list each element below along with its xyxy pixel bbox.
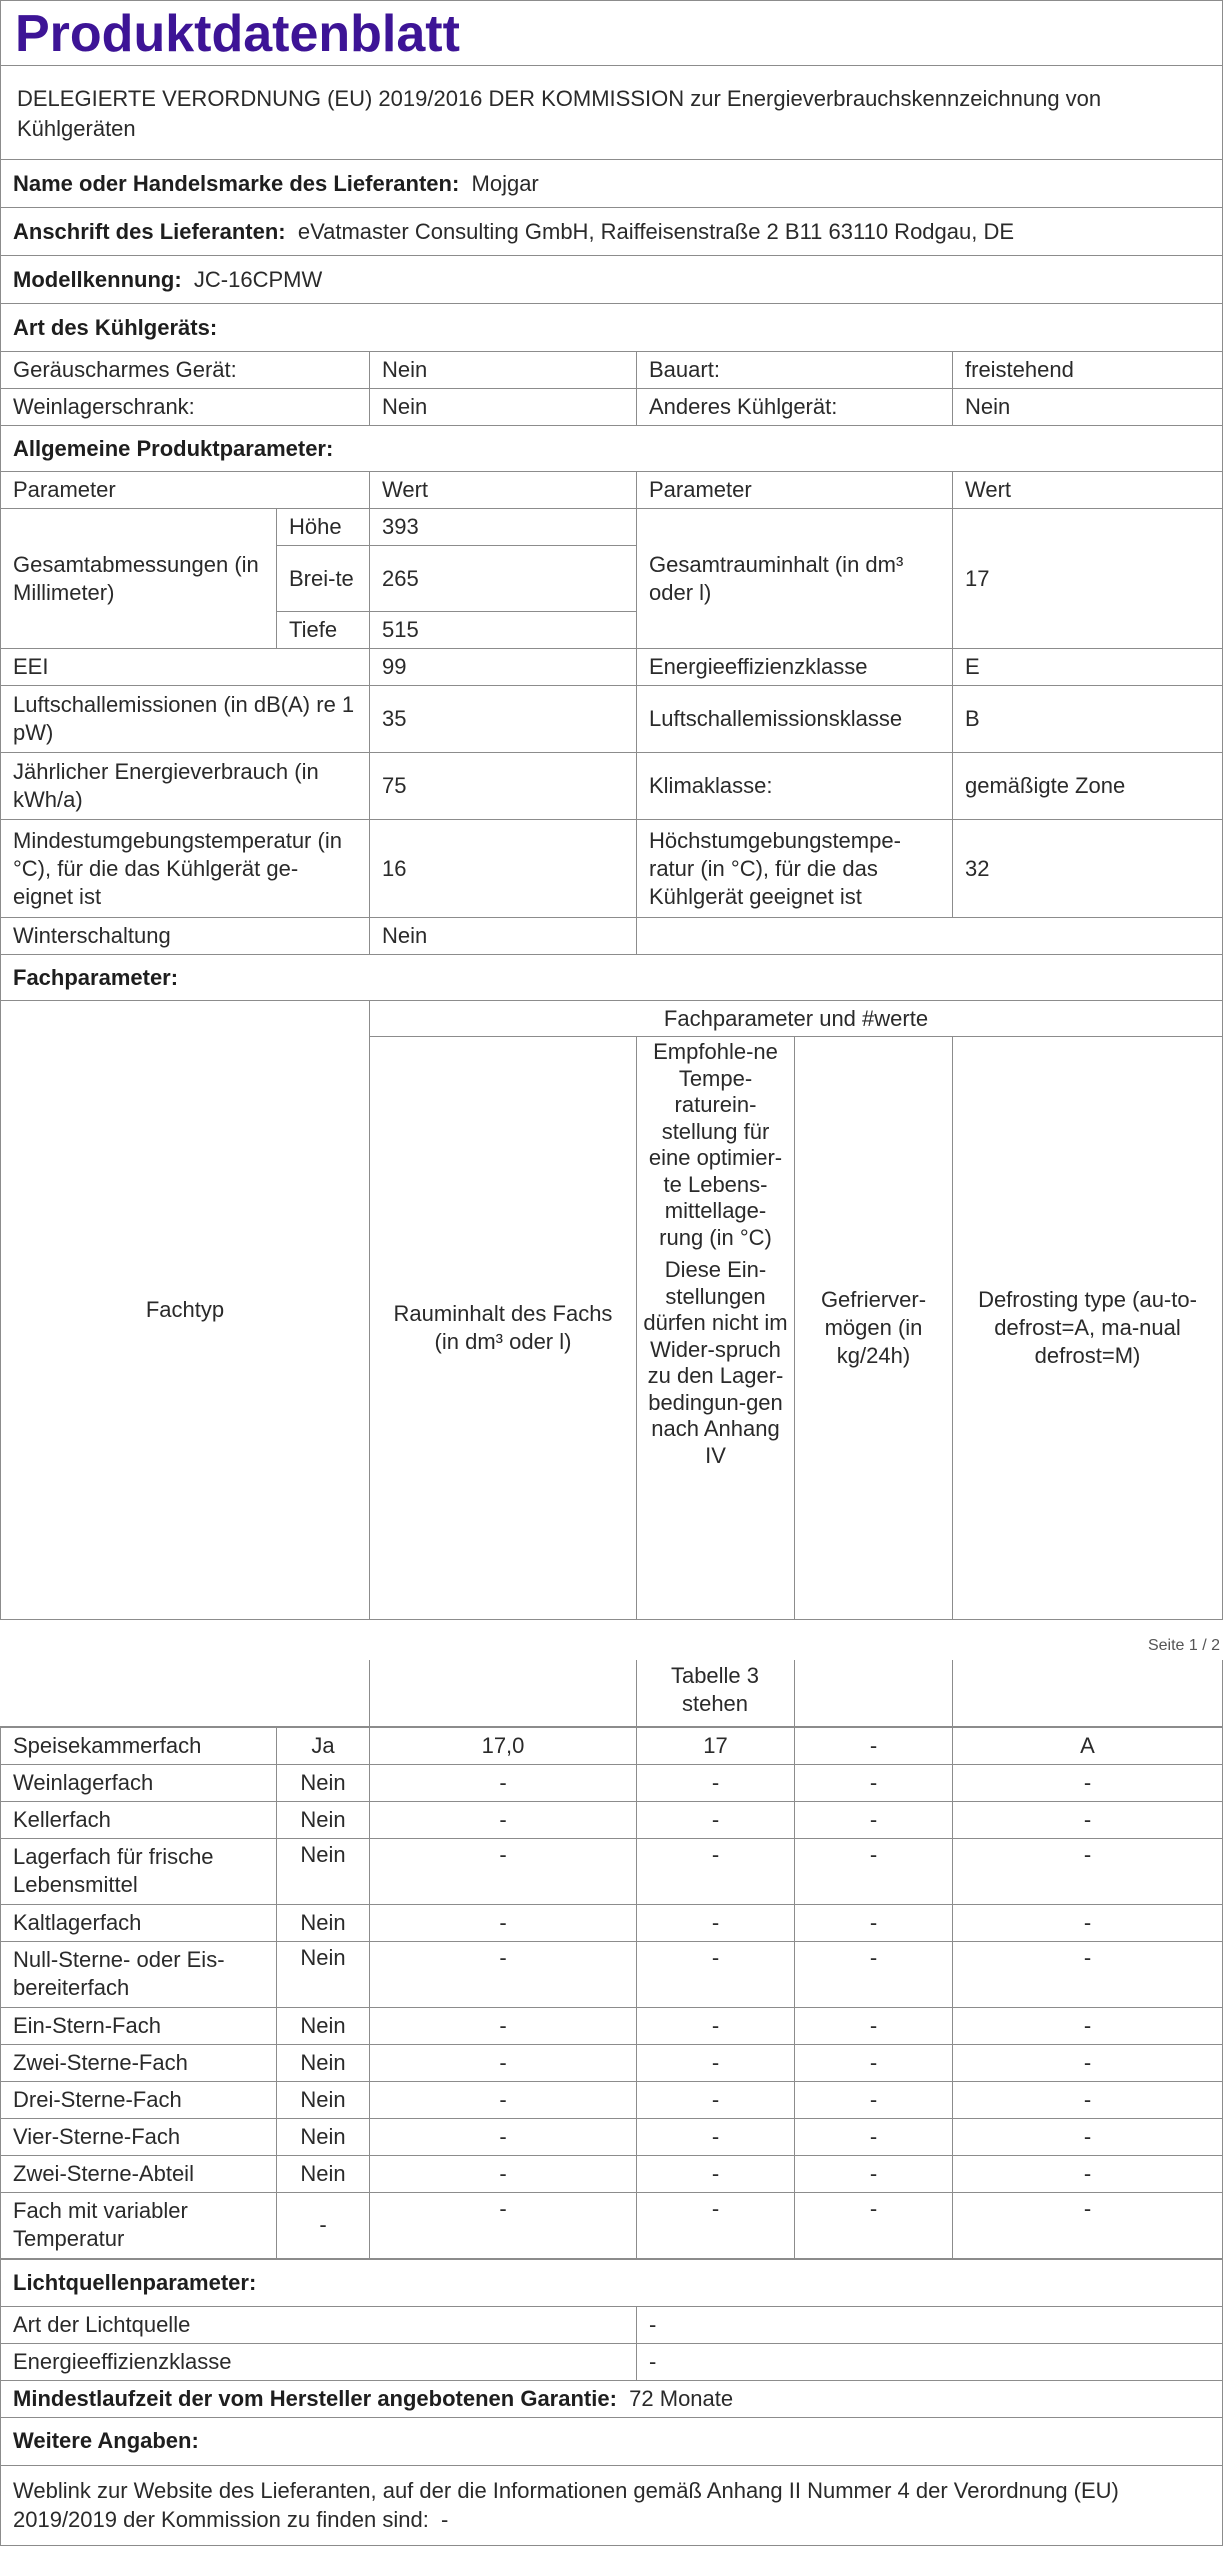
compartment-temp: -	[637, 1764, 795, 1801]
compartment-freeze: -	[795, 1801, 953, 1838]
compartment-name: Drei-Sterne-Fach	[1, 2081, 277, 2118]
supplier-address-row	[1, 208, 1223, 256]
climate-class-value: gemäßigte Zone	[953, 753, 1223, 820]
compartment-row	[1, 2007, 1223, 2044]
compartment-type-header: Fachtyp	[1, 1001, 370, 1620]
compartment-defrost: -	[953, 2118, 1223, 2155]
freeze-capacity-header: Gefrierver-mögen (in kg/24h)	[795, 1037, 953, 1620]
product-sheet-table-bottom	[0, 1660, 1223, 1727]
compartment-defrost: -	[953, 1801, 1223, 1838]
max-temp-value: 32	[953, 820, 1223, 918]
compartment-defrost: -	[953, 1904, 1223, 1941]
compartment-freeze: -	[795, 2155, 953, 2192]
compartment-name: Zwei-Sterne-Abteil	[1, 2155, 277, 2192]
page-2	[0, 1660, 1224, 2560]
compartment-row	[1, 2192, 1223, 2258]
min-temp-value: 16	[370, 820, 637, 918]
compartment-freeze: -	[795, 1838, 953, 1904]
continued-freeze-cell	[794, 1660, 952, 1726]
compartment-volume: -	[370, 2118, 637, 2155]
weblink-row	[1, 2465, 1223, 2545]
compartment-freeze: -	[795, 2044, 953, 2081]
compartment-defrost: -	[953, 2155, 1223, 2192]
warranty-label: Mindestlaufzeit der vom Hersteller angebotenen Garantie:	[13, 2385, 617, 2411]
compartment-temp: -	[637, 2007, 795, 2044]
winter-setting-empty	[637, 918, 1223, 955]
max-temp-label: Höchstumgebungstempe-ratur (in °C), für die das Kühlgerät geeignet ist	[637, 820, 953, 918]
compartment-row	[1, 2155, 1223, 2192]
compartment-defrost: -	[953, 2044, 1223, 2081]
compartment-temp: -	[637, 1801, 795, 1838]
compartment-present: Nein	[277, 2155, 370, 2192]
temp-header	[637, 1037, 795, 1620]
page-number: Seite 1 / 2	[1147, 1637, 1220, 1654]
general-col-value-right: Wert	[953, 472, 1223, 509]
supplier-name-label: Name oder Handelsmarke des Lieferanten:	[13, 170, 460, 196]
compartment-row	[1, 2081, 1223, 2118]
compartment-name: Null-Sterne- oder Eis-bereiterfach	[1, 1941, 277, 2007]
height-value: 393	[370, 509, 637, 546]
compartment-row	[1, 1764, 1223, 1801]
compartment-volume: 17,0	[370, 1727, 637, 1764]
min-temp-label: Mindestumgebungstemperatur (in °C), für die das Kühlgerät ge-eignet ist	[1, 820, 370, 918]
total-volume-label: Gesamtrauminhalt (in dm³ oder l)	[637, 509, 953, 649]
compartment-present: Nein	[277, 1838, 370, 1904]
compartment-rows	[1, 1727, 1223, 2258]
compartment-volume: -	[370, 1838, 637, 1904]
eei-value: 99	[370, 649, 637, 686]
other-appliance-label: Anderes Kühlgerät:	[637, 389, 953, 426]
width-value: 265	[370, 546, 637, 612]
compartment-temp: -	[637, 1941, 795, 2007]
continued-defrost-cell	[952, 1660, 1222, 1726]
compartment-name: Kaltlagerfach	[1, 1904, 277, 1941]
light-source-heading: Lichtquellenparameter:	[1, 2259, 1223, 2306]
compartment-freeze: -	[795, 2007, 953, 2044]
compartment-temp: -	[637, 1838, 795, 1904]
compartment-temp: -	[637, 1904, 795, 1941]
low-noise-value: Nein	[370, 352, 637, 389]
depth-label: Tiefe	[277, 612, 370, 649]
temp-header-part-3: Tabelle 3 stehen	[636, 1660, 794, 1726]
compartment-temp: 17	[637, 1727, 795, 1764]
noise-emission-label: Luftschallemissionen (in dB(A) re 1 pW)	[1, 686, 370, 753]
compartment-volume: -	[370, 2155, 637, 2192]
compartment-freeze: -	[795, 2081, 953, 2118]
light-class-value: -	[637, 2343, 1223, 2380]
compartment-freeze: -	[795, 1904, 953, 1941]
dimensions-label: Gesamtabmessungen (in Millimeter)	[1, 509, 277, 649]
weblink-text: Weblink zur Website des Lieferanten, auf der die Informationen gemäß Anhang II Nummer 4 der Verordnung (EU) 2019/2019 der Kommission zu finden sind:	[13, 2478, 1119, 2532]
supplier-name-row	[1, 160, 1223, 208]
compartment-volume: -	[370, 2044, 637, 2081]
compartment-volume: -	[370, 1904, 637, 1941]
annual-energy-label: Jährlicher Energieverbrauch (in kWh/a)	[1, 753, 370, 820]
noise-class-label: Luftschallemissionsklasse	[637, 686, 953, 753]
compartment-values-header: Fachparameter und #werte	[370, 1001, 1223, 1037]
compartment-name: Speisekammerfach	[1, 1727, 277, 1764]
compartment-freeze: -	[795, 2192, 953, 2258]
supplier-address-value: eVatmaster Consulting GmbH, Raiffeisenstraße 2 B11 63110 Rodgau, DE	[297, 218, 1015, 244]
general-col-param-right: Parameter	[637, 472, 953, 509]
winter-setting-value: Nein	[370, 918, 637, 955]
appliance-type-heading: Art des Kühlgeräts:	[1, 304, 1223, 352]
compartment-present: Nein	[277, 2007, 370, 2044]
compartment-freeze: -	[795, 2118, 953, 2155]
compartment-name: Ein-Stern-Fach	[1, 2007, 277, 2044]
compartment-defrost: A	[953, 1727, 1223, 1764]
eei-label: EEI	[1, 649, 370, 686]
compartment-defrost: -	[953, 1838, 1223, 1904]
further-info-heading: Weitere Angaben:	[1, 2417, 1223, 2465]
compartment-row	[1, 1941, 1223, 2007]
compartment-temp: -	[637, 2044, 795, 2081]
compartment-temp: -	[637, 2192, 795, 2258]
compartment-volume: -	[370, 2007, 637, 2044]
page-title: Produktdatenblatt	[1, 1, 1223, 66]
warranty-value: 72 Monate	[629, 2385, 734, 2411]
compartment-name: Lagerfach für frische Lebensmittel	[1, 1838, 277, 1904]
continued-volume-cell	[369, 1660, 636, 1726]
compartment-freeze: -	[795, 1941, 953, 2007]
light-type-value: -	[637, 2306, 1223, 2343]
compartment-present: Nein	[277, 1764, 370, 1801]
total-volume-value: 17	[953, 509, 1223, 649]
compartment-row	[1, 1727, 1223, 1764]
compartment-present: Nein	[277, 1904, 370, 1941]
winter-setting-label: Winterschaltung	[1, 918, 370, 955]
defrost-type-header: Defrosting type (au-to-defrost=A, ma-nual defrost=M)	[953, 1037, 1223, 1620]
compartment-row	[1, 2118, 1223, 2155]
compartment-defrost: -	[953, 1764, 1223, 1801]
compartment-volume: -	[370, 2192, 637, 2258]
compartment-row	[1, 1838, 1223, 1904]
compartment-row	[1, 1904, 1223, 1941]
compartment-defrost: -	[953, 1941, 1223, 2007]
compartment-present: Nein	[277, 1801, 370, 1838]
compartment-volume: -	[370, 1764, 637, 1801]
temp-header-part-2: Diese Ein-stellungen dürfen nicht im Wider-spruch zu den Lager-bedingun-gen nach Anhang IV	[643, 1257, 788, 1468]
compartment-name: Vier-Sterne-Fach	[1, 2118, 277, 2155]
compartment-present: -	[277, 2192, 370, 2258]
light-class-label: Energieeffizienzklasse	[1, 2343, 637, 2380]
height-label: Höhe	[277, 509, 370, 546]
compartment-name: Kellerfach	[1, 1801, 277, 1838]
warranty-row	[1, 2380, 1223, 2417]
compartment-params-heading: Fachparameter:	[1, 955, 1223, 1001]
design-value: freistehend	[953, 352, 1223, 389]
compartment-defrost: -	[953, 2192, 1223, 2258]
light-type-label: Art der Lichtquelle	[1, 2306, 637, 2343]
compartment-row	[1, 2044, 1223, 2081]
compartment-present: Nein	[277, 1941, 370, 2007]
compartment-present: Ja	[277, 1727, 370, 1764]
compartment-row	[1, 1801, 1223, 1838]
noise-emission-value: 35	[370, 686, 637, 753]
compartment-volume: -	[370, 2081, 637, 2118]
compartment-name: Zwei-Sterne-Fach	[1, 2044, 277, 2081]
energy-class-label: Energieeffizienzklasse	[637, 649, 953, 686]
compartment-rows-table	[0, 1727, 1223, 2259]
compartment-present: Nein	[277, 2044, 370, 2081]
model-label: Modellkennung:	[13, 266, 182, 292]
climate-class-label: Klimaklasse:	[637, 753, 953, 820]
model-value: JC-16CPMW	[193, 266, 323, 292]
compartment-freeze: -	[795, 1764, 953, 1801]
weblink-value: -	[441, 2507, 449, 2532]
compartment-defrost: -	[953, 2081, 1223, 2118]
supplier-name-value: Mojgar	[471, 170, 539, 196]
wine-cabinet-value: Nein	[370, 389, 637, 426]
compartment-name: Weinlagerfach	[1, 1764, 277, 1801]
compartment-defrost: -	[953, 2007, 1223, 2044]
annual-energy-value: 75	[370, 753, 637, 820]
depth-value: 515	[370, 612, 637, 649]
temp-header-part-1: Empfohle-ne Tempe-raturein-stellung für eine optimier-te Lebens-mittellage-rung (in °C)	[648, 1039, 783, 1250]
compartment-volume: -	[370, 1801, 637, 1838]
energy-class-value: E	[953, 649, 1223, 686]
compartment-present: Nein	[277, 2118, 370, 2155]
compartment-temp: -	[637, 2118, 795, 2155]
compartment-temp: -	[637, 2081, 795, 2118]
regulation-subtitle: DELEGIERTE VERORDNUNG (EU) 2019/2016 DER KOMMISSION zur Energieverbrauchskennzeichnung von Kühlgeräten	[1, 66, 1223, 160]
compartment-temp: -	[637, 2155, 795, 2192]
general-col-value-left: Wert	[370, 472, 637, 509]
compartment-name: Fach mit variabler Temperatur	[1, 2192, 277, 2258]
noise-class-value: B	[953, 686, 1223, 753]
continued-type-cell	[0, 1660, 369, 1726]
volume-header: Rauminhalt des Fachs (in dm³ oder l)	[370, 1037, 637, 1620]
compartment-volume: -	[370, 1941, 637, 2007]
wine-cabinet-label: Weinlagerschrank:	[1, 389, 370, 426]
general-col-param-left: Parameter	[1, 472, 370, 509]
low-noise-label: Geräuscharmes Gerät:	[1, 352, 370, 389]
general-params-heading: Allgemeine Produktparameter:	[1, 426, 1223, 472]
compartment-freeze: -	[795, 1727, 953, 1764]
other-appliance-value: Nein	[953, 389, 1223, 426]
design-label: Bauart:	[637, 352, 953, 389]
model-row	[1, 256, 1223, 304]
product-sheet-table-end	[0, 2259, 1223, 2546]
width-label: Brei-te	[277, 546, 370, 612]
compartment-present: Nein	[277, 2081, 370, 2118]
supplier-address-label: Anschrift des Lieferanten:	[13, 218, 286, 244]
